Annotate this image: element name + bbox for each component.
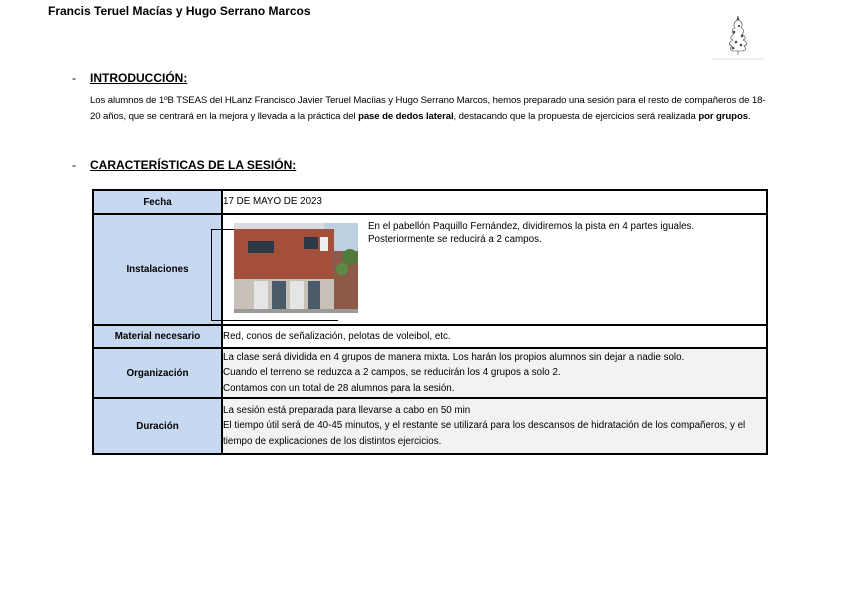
session-title: CARACTERÍSTICAS DE LA SESIÓN: (90, 158, 297, 172)
session-table (92, 189, 768, 455)
session-bullet: - (72, 158, 76, 172)
instalaciones-text: En el pabellón Paquillo Fernández, dividiremos la pista en 4 partes iguales. Posteriormente se reducirá a 2 campos. (368, 221, 695, 245)
sports-hall-photo (234, 223, 358, 313)
intro-bullet: - (72, 71, 76, 85)
intro-paragraph: Los alumnos de 1ºB TSEAS del HLanz Francisco Javier Teruel Macíias y Hugo Serrano Marcos, hemos preparado una sesión para el resto de compañeros de 18-20 años, que se centrará en la mejora y llevada a la práctica del pase de dedos lateral, destacando que la propuesta de ejercicios será realizada por grupos. (90, 95, 766, 122)
value-material: Red, conos de señalización, pelotas de voleibol, etc. (222, 325, 767, 348)
table-row-duracion (93, 398, 767, 454)
value-fecha: 17 DE MAYO DE 2023 (222, 190, 767, 214)
session-section (72, 158, 772, 172)
value-duracion: La sesión está preparada para llevarse a cabo en 50 min El tiempo útil será de 40-45 minutos, y el restante se utilizará para los descansos de hidratación de los compañeros, y el tiempo de explicaciones de los distintos ejercicios. (222, 398, 767, 454)
label-duracion: Duración (93, 398, 222, 454)
value-instalaciones (222, 214, 767, 325)
table-row-material (93, 325, 767, 348)
label-material: Material necesario (93, 325, 222, 348)
table-row-organizacion (93, 348, 767, 398)
school-emblem-icon (708, 12, 768, 68)
label-instalaciones: Instalaciones (93, 214, 222, 325)
intro-section (72, 71, 772, 124)
label-organizacion: Organización (93, 348, 222, 398)
value-organizacion: La clase será dividida en 4 grupos de manera mixta. Los harán los propios alumnos sin dejar a nadie solo. Cuando el terreno se reduzca a 2 campos, se reducirán los 4 grupos a solo 2. Contamos con un total de 28 alumnos para la sesión. (222, 348, 767, 398)
label-fecha: Fecha (93, 190, 222, 214)
table-row-fecha (93, 190, 767, 214)
authors-header: Francis Teruel Macías y Hugo Serrano Marcos (48, 4, 311, 18)
table-row-instalaciones (93, 214, 767, 325)
intro-title: INTRODUCCIÓN: (90, 71, 188, 85)
